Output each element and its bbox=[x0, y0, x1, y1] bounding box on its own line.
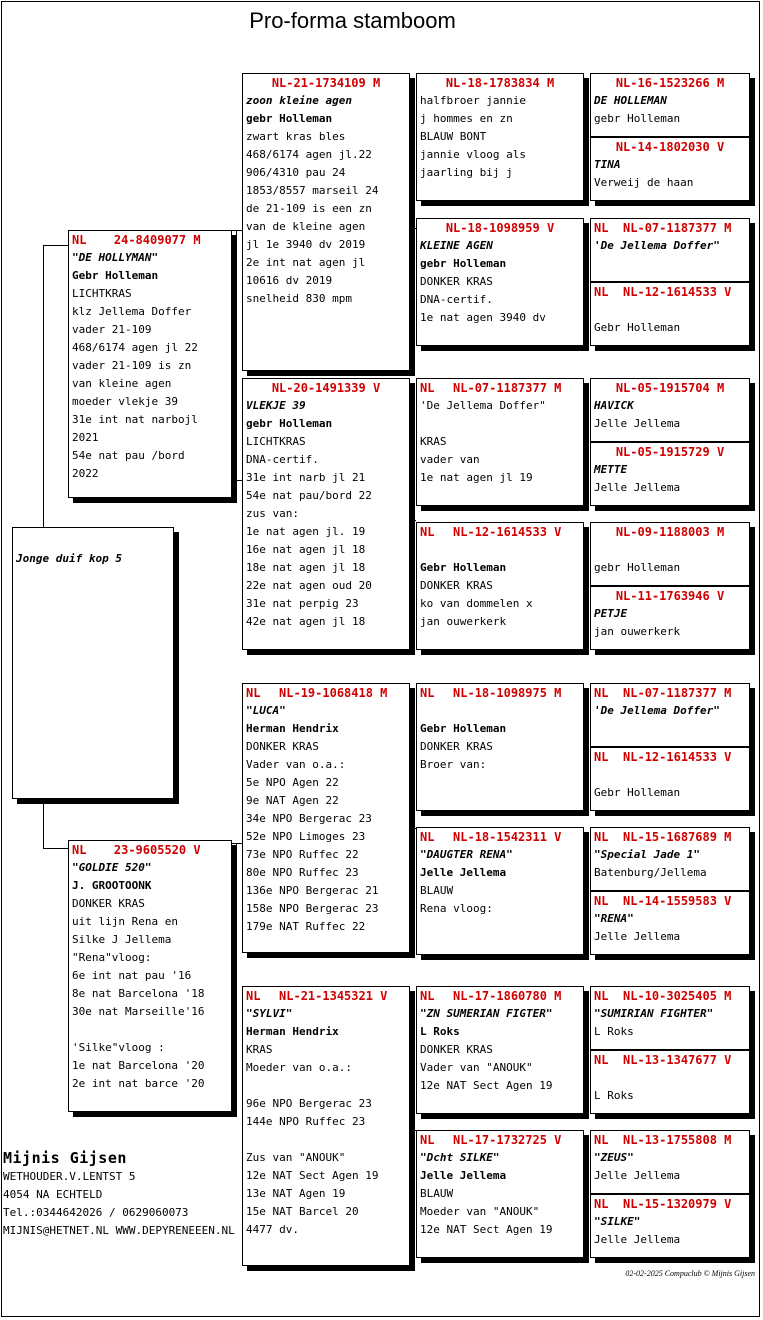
info-line: 1e nat agen jl 19 bbox=[420, 471, 533, 484]
info-line: 906/4310 pau 24 bbox=[246, 166, 346, 179]
pigeon-owner: Herman Hendrix bbox=[246, 722, 339, 735]
breeder-name: Mijnis Gijsen bbox=[3, 1149, 127, 1167]
ring-number bbox=[420, 828, 580, 846]
ring-code: NL-12-1614533 V bbox=[453, 525, 562, 539]
pedigree-box-ddd bbox=[416, 1130, 584, 1258]
pigeon-name: "DE HOLLYMAN" bbox=[72, 251, 159, 264]
info-line: vader van bbox=[420, 453, 480, 466]
ring-prefix: NL bbox=[420, 381, 435, 395]
ring-number bbox=[246, 684, 406, 702]
connector bbox=[232, 480, 242, 481]
pigeon-owner: jan ouwerkerk bbox=[594, 625, 681, 638]
pigeon-name: TINA bbox=[594, 158, 621, 171]
pedigree-box-g7 bbox=[590, 522, 750, 586]
ring-code: NL-13-1755808 M bbox=[623, 1133, 732, 1147]
pigeon-owner: Jelle Jellema bbox=[420, 866, 507, 879]
pedigree-box-ssd bbox=[416, 218, 584, 346]
ring-number bbox=[594, 138, 746, 156]
ring-code: NL-21-1345321 V bbox=[279, 989, 388, 1003]
info-line: BLAUW bbox=[420, 884, 454, 897]
ring-prefix: NL bbox=[594, 221, 609, 235]
info-line: 8e nat Barcelona '18 bbox=[72, 987, 205, 1000]
info-line: 30e nat Marseille'16 bbox=[72, 1005, 205, 1018]
ring-code: NL-07-1187377 M bbox=[623, 221, 732, 235]
ring-code: NL-05-1915704 M bbox=[615, 381, 725, 395]
pedigree-box-sdd bbox=[416, 522, 584, 650]
pigeon-owner: L Roks bbox=[594, 1089, 634, 1102]
ring-number bbox=[246, 987, 406, 1005]
info-line: ko van dommelen x bbox=[420, 597, 533, 610]
pedigree-box-g8 bbox=[590, 586, 750, 650]
ring-prefix: NL bbox=[246, 989, 261, 1003]
pedigree-box-g1 bbox=[590, 73, 750, 137]
ring-number bbox=[594, 587, 746, 605]
ring-code: NL-17-1732725 V bbox=[453, 1133, 562, 1147]
ring-prefix: NL bbox=[594, 1197, 609, 1211]
subject-name: Jonge duif kop 5 bbox=[16, 552, 122, 565]
ring-code: NL-18-1542311 V bbox=[453, 830, 562, 844]
info-line: 4477 dv. bbox=[246, 1223, 299, 1236]
info-line: uit lijn Rena en bbox=[72, 915, 178, 928]
ring-prefix: NL bbox=[594, 686, 609, 700]
info-line: moeder vlekje 39 bbox=[72, 395, 178, 408]
info-line: 12e NAT Sect Agen 19 bbox=[420, 1079, 553, 1092]
ring-prefix: NL bbox=[420, 1133, 435, 1147]
info-line: 2022 bbox=[72, 467, 99, 480]
ring-prefix: NL bbox=[420, 525, 435, 539]
pigeon-owner: L Roks bbox=[594, 1025, 634, 1038]
ring-number bbox=[594, 1195, 746, 1213]
pigeon-name: "Special Jade 1" bbox=[594, 848, 700, 861]
pedigree-box-g9 bbox=[590, 683, 750, 747]
info-line: 31e nat perpig 23 bbox=[246, 597, 359, 610]
ring-prefix: NL bbox=[72, 233, 87, 247]
ring-number bbox=[246, 74, 406, 92]
info-line: Silke J Jellema bbox=[72, 933, 172, 946]
pigeon-name: "LUCA" bbox=[246, 704, 286, 717]
connector bbox=[236, 230, 237, 365]
pigeon-owner: Jelle Jellema bbox=[420, 1169, 507, 1182]
info-line: 54e nat pau/bord 22 bbox=[246, 489, 372, 502]
info-line: 12e NAT Sect Agen 19 bbox=[420, 1223, 553, 1236]
breeder-address: WETHOUDER.V.LENTST 5 bbox=[3, 1170, 136, 1183]
ring-code: NL-09-1188003 M bbox=[615, 525, 725, 539]
ring-number bbox=[594, 892, 746, 910]
info-line: van kleine agen bbox=[72, 377, 172, 390]
ring-prefix: NL bbox=[594, 1133, 609, 1147]
pigeon-name: zoon kleine agen bbox=[246, 94, 352, 107]
ring-code: NL-19-1068418 M bbox=[279, 686, 388, 700]
pigeon-name: "ZN SUMERIAN FIGTER" bbox=[420, 1007, 553, 1020]
pedigree-box-sds bbox=[416, 378, 584, 506]
pigeon-name: HAVICK bbox=[594, 399, 634, 412]
pigeon-owner: Jelle Jellema bbox=[594, 1169, 681, 1182]
info-line: 1e nat Barcelona '20 bbox=[72, 1059, 205, 1072]
connector bbox=[410, 520, 416, 521]
pedigree-box-g10 bbox=[590, 747, 750, 811]
info-line: zus van: bbox=[246, 507, 299, 520]
pedigree-box-ss bbox=[242, 73, 410, 371]
pedigree-box-g4 bbox=[590, 282, 750, 346]
connector bbox=[43, 800, 44, 848]
info-line: 468/6174 agen jl.22 bbox=[246, 148, 372, 161]
ring-prefix: NL bbox=[594, 1053, 609, 1067]
ring-number bbox=[420, 987, 580, 1005]
info-line: 1853/8557 marseil 24 bbox=[246, 184, 379, 197]
ring-number bbox=[594, 379, 746, 397]
ring-number bbox=[246, 379, 406, 397]
pigeon-name: "SYLVI" bbox=[246, 1007, 293, 1020]
info-line: 158e NPO Bergerac 23 bbox=[246, 902, 379, 915]
connector bbox=[43, 245, 68, 246]
pigeon-owner: J. GROOTOONK bbox=[72, 879, 152, 892]
pedigree-box-g2 bbox=[590, 137, 750, 201]
pedigree-box-g12 bbox=[590, 891, 750, 955]
ring-number bbox=[594, 283, 746, 301]
pigeon-name: "SUMIRIAN FIGHTER" bbox=[594, 1007, 714, 1020]
info-line: Vader van "ANOUK" bbox=[420, 1061, 533, 1074]
pigeon-owner: Verweij de haan bbox=[594, 176, 694, 189]
info-line: LICHTKRAS bbox=[246, 435, 306, 448]
ring-code: NL-18-1098959 V bbox=[445, 221, 555, 235]
info-line: 'De Jellema Doffer" bbox=[420, 399, 546, 412]
info-line: 179e NAT Ruffec 22 bbox=[246, 920, 366, 933]
pigeon-owner: Gebr Holleman bbox=[420, 722, 507, 735]
pigeon-name: "GOLDIE 520" bbox=[72, 861, 152, 874]
pigeon-owner: Jelle Jellema bbox=[594, 1233, 681, 1246]
pigeon-owner: Gebr Holleman bbox=[420, 561, 507, 574]
info-line: DONKER KRAS bbox=[420, 740, 493, 753]
pigeon-name: 'De Jellema Doffer" bbox=[594, 704, 720, 717]
pedigree-box-dam bbox=[68, 840, 232, 1112]
pedigree-box-g14 bbox=[590, 1050, 750, 1114]
pedigree-box-sire bbox=[68, 230, 232, 498]
breeder-phone: Tel.:0344642026 / 0629060073 bbox=[3, 1206, 189, 1219]
ring-prefix: NL bbox=[420, 686, 435, 700]
info-line: 31e int narb jl 21 bbox=[246, 471, 366, 484]
pedigree-box-g16 bbox=[590, 1194, 750, 1258]
ring-code: NL-15-1320979 V bbox=[623, 1197, 732, 1211]
ring-number bbox=[72, 841, 228, 859]
info-line bbox=[72, 1021, 228, 1039]
info-line: 15e NAT Barcel 20 bbox=[246, 1205, 359, 1218]
info-line: jl 1e 3940 dv 2019 bbox=[246, 238, 366, 251]
ring-code: NL-11-1763946 V bbox=[615, 589, 725, 603]
ring-number bbox=[594, 1131, 746, 1149]
info-line: 22e nat agen oud 20 bbox=[246, 579, 372, 592]
info-line: vader 21-109 is zn bbox=[72, 359, 192, 372]
info-line: halfbroer jannie bbox=[420, 94, 526, 107]
pedigree-box-sss bbox=[416, 73, 584, 201]
info-line: jaarling bij j bbox=[420, 166, 513, 179]
info-line: Moeder van "ANOUK" bbox=[420, 1205, 540, 1218]
pigeon-owner: Jelle Jellema bbox=[594, 930, 681, 943]
pedigree-box-g15 bbox=[590, 1130, 750, 1194]
ring-number bbox=[594, 1051, 746, 1069]
subject-box bbox=[12, 527, 174, 799]
ring-prefix: NL bbox=[72, 843, 87, 857]
ring-number bbox=[420, 1131, 580, 1149]
info-line: Broer van: bbox=[420, 758, 487, 771]
info-line: zwart kras bles bbox=[246, 130, 346, 143]
info-line: Vader van o.a.: bbox=[246, 758, 346, 771]
ring-code: NL-17-1860780 M bbox=[453, 989, 562, 1003]
info-line: 52e NPO Limoges 23 bbox=[246, 830, 366, 843]
ring-prefix: NL bbox=[594, 894, 609, 908]
ring-prefix: NL bbox=[420, 989, 435, 1003]
spacer bbox=[420, 541, 580, 559]
info-line: 2e int nat agen jl bbox=[246, 256, 366, 269]
info-line: 18e nat agen jl 18 bbox=[246, 561, 366, 574]
ring-prefix: NL bbox=[594, 830, 609, 844]
pigeon-owner: Jelle Jellema bbox=[594, 481, 681, 494]
pigeon-owner: gebr Holleman bbox=[246, 112, 333, 125]
info-line: klz Jellema Doffer bbox=[72, 305, 192, 318]
info-line bbox=[246, 1131, 406, 1149]
pigeon-name: "ZEUS" bbox=[594, 1151, 634, 1164]
info-line: DONKER KRAS bbox=[246, 740, 319, 753]
pigeon-owner: Gebr Holleman bbox=[72, 269, 159, 282]
ring-code: 23-9605520 V bbox=[113, 843, 201, 857]
ring-code: NL-12-1614533 V bbox=[623, 750, 732, 764]
info-line: LICHTKRAS bbox=[72, 287, 132, 300]
pedigree-box-g11 bbox=[590, 827, 750, 891]
pigeon-name: VLEKJE 39 bbox=[246, 399, 306, 412]
pigeon-name: PETJE bbox=[594, 607, 628, 620]
ring-prefix: NL bbox=[594, 989, 609, 1003]
breeder-info bbox=[3, 1148, 235, 1240]
page-title: Pro-forma stamboom bbox=[249, 8, 456, 33]
ring-number bbox=[594, 828, 746, 846]
pigeon-name: 'De Jellema Doffer" bbox=[594, 239, 720, 252]
pigeon-name: "SILKE" bbox=[594, 1215, 641, 1228]
pigeon-name: "DAUGTER RENA" bbox=[420, 848, 513, 861]
pigeon-name: "RENA" bbox=[594, 912, 634, 925]
ring-number bbox=[594, 523, 746, 541]
ring-code: NL-12-1614533 V bbox=[623, 285, 732, 299]
ring-code: NL-21-1734109 M bbox=[271, 76, 381, 90]
ring-code: NL-10-3025405 M bbox=[623, 989, 732, 1003]
info-line bbox=[246, 1077, 406, 1095]
info-line: 'Silke"vloog : bbox=[72, 1041, 165, 1054]
ring-code: NL-16-1523266 M bbox=[615, 76, 725, 90]
ring-code: NL-20-1491339 V bbox=[271, 381, 381, 395]
ring-prefix: NL bbox=[420, 830, 435, 844]
info-line: jan ouwerkerk bbox=[420, 615, 507, 628]
info-line: 6e int nat pau '16 bbox=[72, 969, 192, 982]
ring-prefix: NL bbox=[594, 750, 609, 764]
info-line: DNA-certif. bbox=[246, 453, 319, 466]
pigeon-name: "Dcht SILKE" bbox=[420, 1151, 500, 1164]
info-line: "Rena"vloog: bbox=[72, 951, 152, 964]
info-line: 31e int nat narbojl bbox=[72, 413, 198, 426]
info-line: 34e NPO Bergerac 23 bbox=[246, 812, 372, 825]
info-line: 10616 dv 2019 bbox=[246, 274, 333, 287]
ring-code: 24-8409077 M bbox=[113, 233, 201, 247]
pigeon-name bbox=[594, 541, 746, 559]
info-line: 136e NPO Bergerac 21 bbox=[246, 884, 379, 897]
info-line: j hommes en zn bbox=[420, 112, 513, 125]
ring-number bbox=[594, 987, 746, 1005]
ring-number bbox=[420, 379, 580, 397]
info-line: BLAUW bbox=[420, 1187, 454, 1200]
info-line: 144e NPO Ruffec 23 bbox=[246, 1115, 366, 1128]
info-line: DONKER KRAS bbox=[420, 1043, 493, 1056]
info-line: vader 21-109 bbox=[72, 323, 152, 336]
ring-number bbox=[594, 443, 746, 461]
info-line: de 21-109 is een zn bbox=[246, 202, 372, 215]
ring-code: NL-18-1783834 M bbox=[445, 76, 555, 90]
breeder-city: 4054 NA ECHTELD bbox=[3, 1188, 103, 1201]
pigeon-name: METTE bbox=[594, 463, 628, 476]
footer-credit: 02-02-2025 Compuclub © Mijnis Gijsen bbox=[625, 1269, 755, 1278]
ring-prefix: NL bbox=[246, 686, 261, 700]
info-line: 96e NPO Bergerac 23 bbox=[246, 1097, 372, 1110]
ring-number bbox=[72, 231, 228, 249]
ring-code: NL-14-1559583 V bbox=[623, 894, 732, 908]
info-line bbox=[420, 415, 580, 433]
info-line: 468/6174 agen jl 22 bbox=[72, 341, 198, 354]
info-line: KRAS bbox=[420, 435, 447, 448]
pigeon-name bbox=[594, 301, 746, 319]
info-line: snelheid 830 mpm bbox=[246, 292, 352, 305]
info-line: jannie vloog als bbox=[420, 148, 526, 161]
ring-code: NL-07-1187377 M bbox=[623, 686, 732, 700]
pedigree-box-g6 bbox=[590, 442, 750, 506]
ring-number bbox=[594, 74, 746, 92]
info-line: DONKER KRAS bbox=[420, 275, 493, 288]
info-line: 42e nat agen jl 18 bbox=[246, 615, 366, 628]
pedigree-box-ds bbox=[242, 683, 410, 953]
pedigree-box-g3 bbox=[590, 218, 750, 282]
spacer bbox=[420, 702, 580, 720]
info-line: 13e NAT Agen 19 bbox=[246, 1187, 346, 1200]
pedigree-box-dds bbox=[416, 986, 584, 1114]
info-line: KRAS bbox=[246, 1043, 273, 1056]
ring-code: NL-05-1915729 V bbox=[615, 445, 725, 459]
connector bbox=[232, 230, 242, 231]
ring-number bbox=[594, 219, 746, 237]
info-line: DNA-certif. bbox=[420, 293, 493, 306]
info-line: 2e int nat barce '20 bbox=[72, 1077, 205, 1090]
connector bbox=[43, 848, 68, 849]
connector bbox=[236, 843, 237, 983]
pedigree-box-g13 bbox=[590, 986, 750, 1050]
pigeon-owner: Jelle Jellema bbox=[594, 417, 681, 430]
ring-code: NL-15-1687689 M bbox=[623, 830, 732, 844]
ring-code: NL-14-1802030 V bbox=[615, 140, 725, 154]
info-line: Moeder van o.a.: bbox=[246, 1061, 352, 1074]
pedigree-box-dd bbox=[242, 986, 410, 1266]
pigeon-owner: Batenburg/Jellema bbox=[594, 866, 707, 879]
ring-number bbox=[420, 523, 580, 541]
pigeon-owner: gebr Holleman bbox=[594, 561, 681, 574]
pigeon-owner: Herman Hendrix bbox=[246, 1025, 339, 1038]
pigeon-owner: gebr Holleman bbox=[246, 417, 333, 430]
ring-number bbox=[594, 684, 746, 702]
ring-code: NL-13-1347677 V bbox=[623, 1053, 732, 1067]
info-line: Rena vloog: bbox=[420, 902, 493, 915]
pigeon-name bbox=[594, 766, 746, 784]
pigeon-owner: gebr Holleman bbox=[420, 257, 507, 270]
pigeon-owner: Gebr Holleman bbox=[594, 786, 681, 799]
info-line: van de kleine agen bbox=[246, 220, 366, 233]
info-line: 73e NPO Ruffec 22 bbox=[246, 848, 359, 861]
info-line: Zus van "ANOUK" bbox=[246, 1151, 346, 1164]
info-line: BLAUW BONT bbox=[420, 130, 487, 143]
pigeon-owner: Gebr Holleman bbox=[594, 321, 681, 334]
ring-code: NL-07-1187377 M bbox=[453, 381, 562, 395]
info-line: 12e NAT Sect Agen 19 bbox=[246, 1169, 379, 1182]
ring-number bbox=[420, 74, 580, 92]
pigeon-owner: L Roks bbox=[420, 1025, 460, 1038]
info-line: 1e nat agen jl. 19 bbox=[246, 525, 366, 538]
ring-number bbox=[420, 684, 580, 702]
pedigree-box-sd bbox=[242, 378, 410, 650]
info-line: 5e NPO Agen 22 bbox=[246, 776, 339, 789]
pedigree-box-dss bbox=[416, 683, 584, 811]
info-line: 2021 bbox=[72, 431, 99, 444]
connector bbox=[232, 843, 242, 844]
ring-number bbox=[594, 748, 746, 766]
ring-number bbox=[420, 219, 580, 237]
info-line: DONKER KRAS bbox=[420, 579, 493, 592]
pigeon-name bbox=[594, 1069, 746, 1087]
info-line: 9e NAT Agen 22 bbox=[246, 794, 339, 807]
ring-code: NL-18-1098975 M bbox=[453, 686, 562, 700]
connector bbox=[43, 245, 44, 527]
info-line: 16e nat agen jl 18 bbox=[246, 543, 366, 556]
info-line: DONKER KRAS bbox=[72, 897, 145, 910]
info-line: 80e NPO Ruffec 23 bbox=[246, 866, 359, 879]
breeder-email-web: MIJNIS@HETNET.NL WWW.DEPYRENEEEN.NL bbox=[3, 1224, 235, 1237]
ring-prefix: NL bbox=[594, 285, 609, 299]
pigeon-owner: gebr Holleman bbox=[594, 112, 681, 125]
pigeon-name: KLEINE AGEN bbox=[420, 239, 493, 252]
pigeon-name: DE HOLLEMAN bbox=[594, 94, 667, 107]
info-line: 54e nat pau /bord bbox=[72, 449, 185, 462]
info-line: 1e nat agen 3940 dv bbox=[420, 311, 546, 324]
pedigree-box-dsd bbox=[416, 827, 584, 955]
pedigree-box-g5 bbox=[590, 378, 750, 442]
